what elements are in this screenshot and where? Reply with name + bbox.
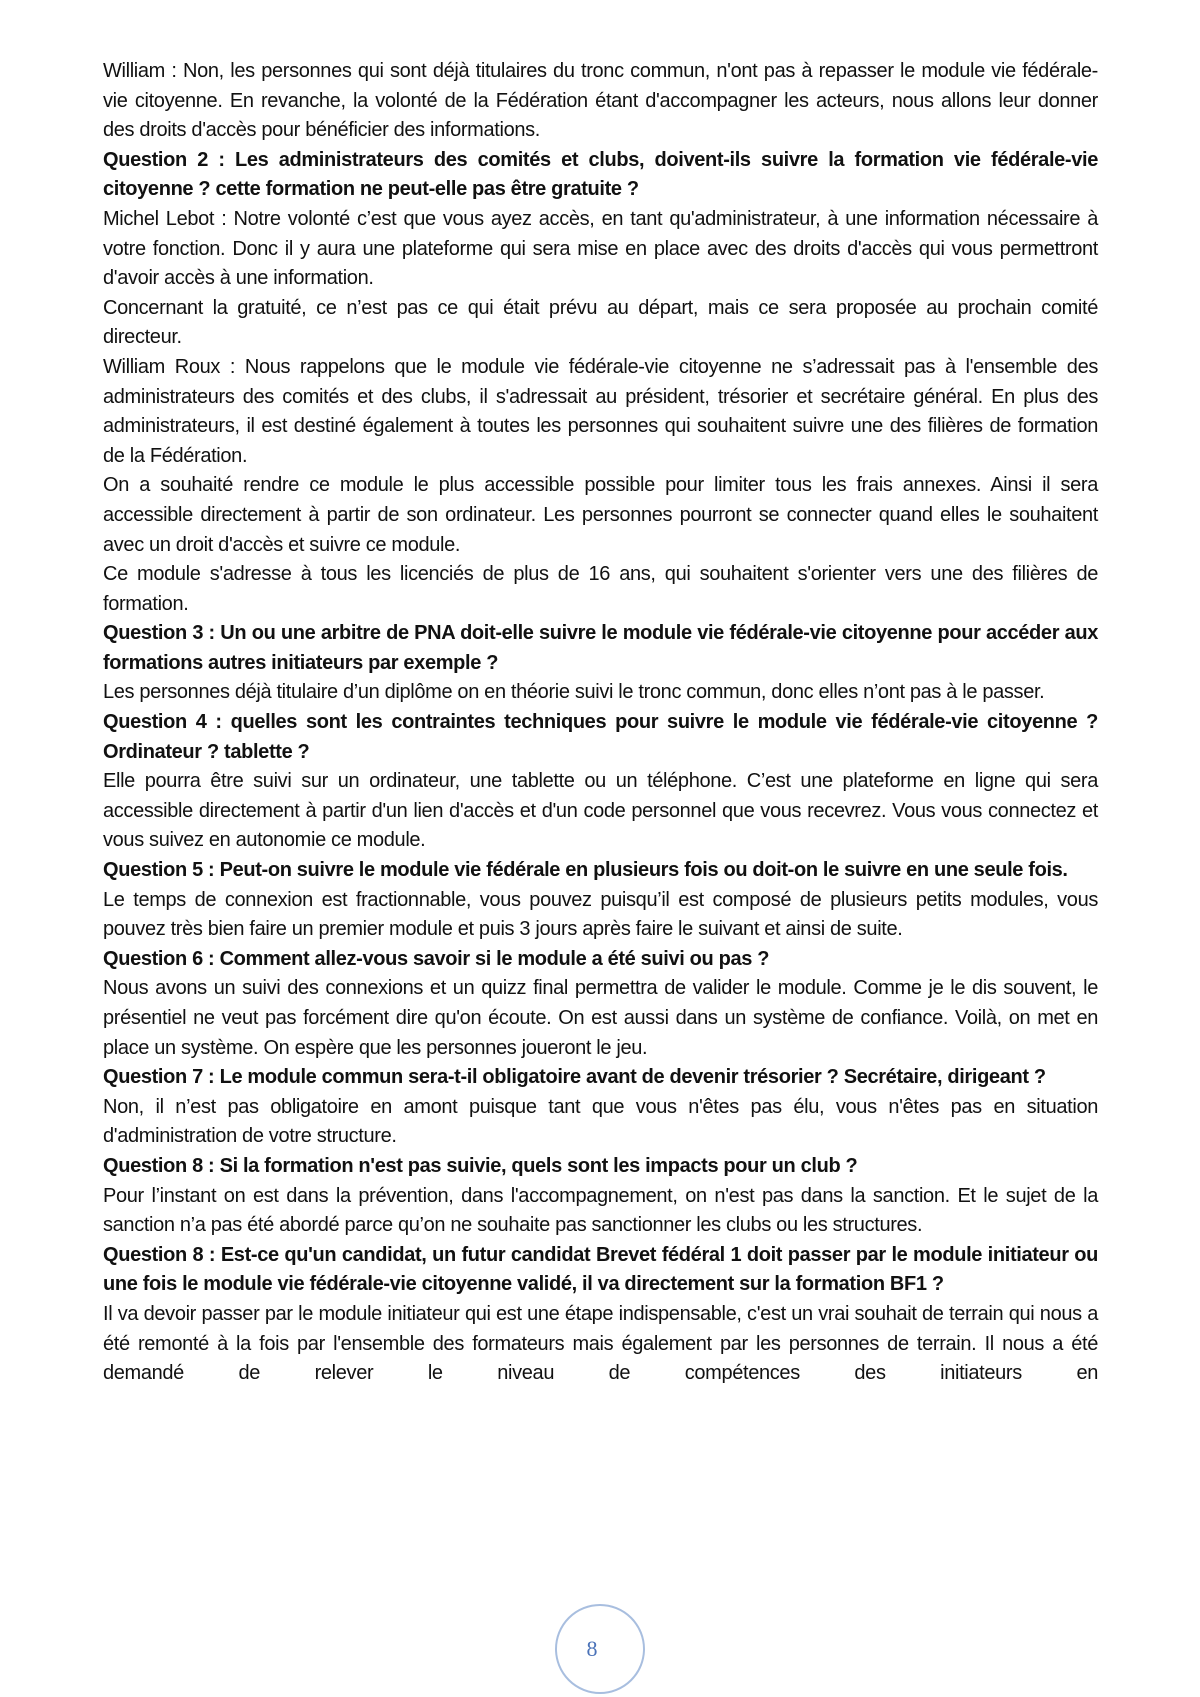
question-6-heading: Question 6 : Comment allez-vous savoir si le module a été suivi ou pas ? — [103, 947, 770, 970]
answer-paragraph: Michel Lebot : Notre volonté c’est que vous ayez accès, en tant qu'administrateur, à une information nécessaire à votre fonction. Donc il y aura une plateforme qui sera mise en place avec des droits d'accès qui vous permettront d'avoir accès à une information. — [103, 207, 1098, 290]
answer-paragraph: William : Non, les personnes qui sont déjà titulaires du tronc commun, n'ont pas à repasser le module vie fédérale- vie citoyenne. En revanche, la volonté de la Fédération étant d'accompagner les acteurs, nous allons leur donner des droits d'accès pour bénéficier des informations. — [103, 60, 1098, 142]
answer-paragraph: On a souhaité rendre ce module le plus accessible possible pour limiter tous les frais annexes. Ainsi il sera accessible directement à partir de son ordinateur. Les personnes pourront se connecter quand elles le souhaitent avec un droit d'accès et suivre ce module. — [103, 474, 1098, 556]
answer-paragraph: Les personnes déjà titulaire d’un diplôme on en théorie suivi le tronc commun, donc elles n’ont pas à le passer. — [103, 681, 1045, 704]
question-8b-heading: Question 8 : Est-ce qu'un candidat, un futur candidat Brevet fédéral 1 doit passer par le module initiateur ou une fois le module vie fédérale-vie citoyenne validé, il va directement sur la formation BF1 ? — [103, 1243, 1098, 1296]
answer-paragraph: Non, il n’est pas obligatoire en amont puisque tant que vous n'êtes pas élu, vous n'êtes pas en situation d'administration de votre structure. — [103, 1095, 1098, 1148]
document-body — [103, 57, 1098, 1389]
answer-paragraph: Le temps de connexion est fractionnable, vous pouvez puisqu’il est composé de plusieurs petits modules, vous pouvez très bien faire un premier module et puis 3 jours après faire le suivant et ainsi de suite. — [103, 888, 1098, 941]
page-number: 8 — [586, 1636, 598, 1661]
question-8-heading: Question 8 : Si la formation n'est pas suivie, quels sont les impacts pour un club ? — [103, 1154, 858, 1177]
question-2-heading: Question 2 : Les administrateurs des comités et clubs, doivent-ils suivre la formation vie fédérale-vie citoyenne ? cette formation ne peut-elle pas être gratuite ? — [103, 148, 1098, 201]
answer-paragraph: Nous avons un suivi des connexions et un quizz final permettra de valider le module. Comme je le dis souvent, le présentiel ne veut pas forcément dire qu'on écoute. On est aussi dans un système de confiance. Voilà, on met en place un système. On espère que les personnes joueront le jeu. — [103, 977, 1098, 1059]
question-3-heading: Question 3 : Un ou une arbitre de PNA doit-elle suivre le module vie fédérale-vie citoyenne pour accéder aux formations autres initiateurs par exemple ? — [103, 622, 1098, 674]
answer-paragraph: Pour l’instant on est dans la prévention, dans l'accompagnement, on n'est pas dans la sanction. Et le sujet de la sanction n’a pas été abordé parce qu’on ne souhaite pas sanctionner les clubs ou les structures. — [103, 1184, 1098, 1237]
question-7-heading: Question 7 : Le module commun sera-t-il obligatoire avant de devenir trésorier ? Secrétaire, dirigeant ? — [103, 1066, 1046, 1089]
answer-paragraph: Concernant la gratuité, ce n’est pas ce qui était prévu au départ, mais ce sera proposée au prochain comité directeur. — [103, 296, 1098, 349]
question-5-heading: Question 5 : Peut-on suivre le module vie fédérale en plusieurs fois ou doit-on le suivre en une seule fois. — [103, 859, 1068, 882]
answer-paragraph: Ce module s'adresse à tous les licenciés de plus de 16 ans, qui souhaitent s'orienter vers une des filières de formation. — [103, 563, 1098, 615]
page-number-badge — [555, 1604, 645, 1694]
answer-paragraph: Il va devoir passer par le module initiateur qui est une étape indispensable, c'est un vrai souhait de terrain qui nous a été remonté à la fois par l'ensemble des formateurs mais également par les personnes de terrain. Il nous a été demandé de relever le niveau de compétences des initiateurs en — [103, 1302, 1098, 1385]
question-4-heading: Question 4 : quelles sont les contraintes techniques pour suivre le module vie fédérale-vie citoyenne ? Ordinateur ? tablette ? — [103, 711, 1098, 763]
answer-paragraph: William Roux : Nous rappelons que le module vie fédérale-vie citoyenne ne s’adressait pas à l'ensemble des administrateurs des comités et des clubs, il s'adressait au président, trésorier et secrétaire général. En plus des administrateurs, il est destiné également à toutes les personnes qui souhaitent suivre une des filières de formation de la Fédération. — [103, 355, 1098, 467]
answer-paragraph: Elle pourra être suivi sur un ordinateur, une tablette ou un téléphone. C’est une plateforme en ligne qui sera accessible directement à partir d'un lien d'accès et d'un code personnel que vous recevrez. Vous vous connectez et vous suivez en autonomie ce module. — [103, 770, 1098, 852]
